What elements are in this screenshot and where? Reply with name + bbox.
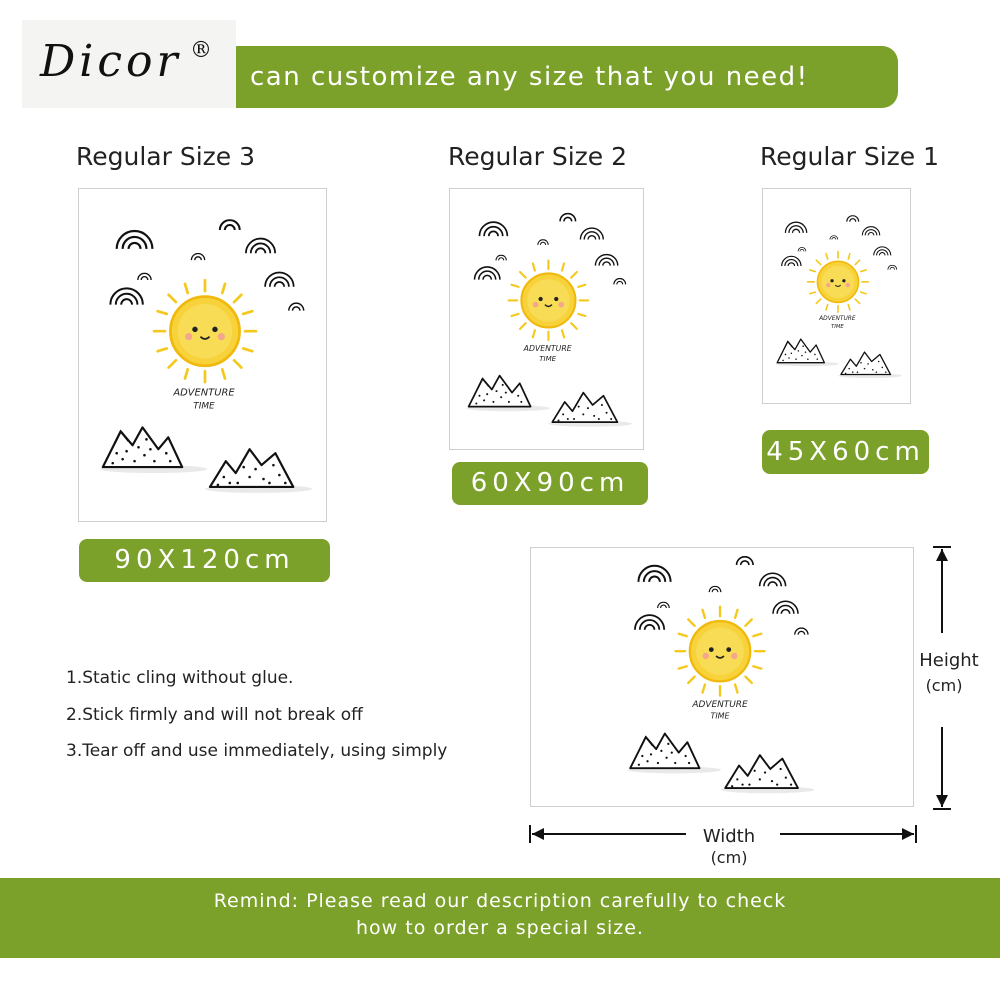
cloud-icon	[709, 586, 721, 592]
cloud-icon	[496, 255, 506, 260]
size-1-title: Regular Size 1	[760, 142, 940, 171]
cloud-icon	[785, 222, 806, 233]
mountains-icon	[205, 449, 312, 493]
size-2-title: Regular Size 2	[448, 142, 628, 171]
cloud-icon	[830, 236, 838, 240]
cloud-icon	[862, 227, 879, 236]
cloud-icon	[595, 255, 617, 266]
sun-icon	[154, 280, 256, 382]
height-unit: (cm)	[925, 676, 963, 695]
height-label: Height	[919, 650, 979, 671]
cloud-icon	[110, 288, 142, 304]
poster-size-3	[78, 188, 327, 522]
poster-artwork	[450, 189, 643, 449]
poster-artwork	[79, 189, 326, 521]
cloud-icon	[773, 601, 798, 614]
footer-remind-line1: Remind: Please read our description carefully to check	[213, 890, 787, 912]
cloud-icon	[874, 247, 891, 256]
poster-text-line1: ADVENTURE	[523, 343, 572, 353]
poster-text-line1: ADVENTURE	[173, 387, 235, 399]
feature-item: 2.Stick firmly and will not break off	[66, 705, 363, 725]
poster-text-line1: ADVENTURE	[819, 316, 856, 323]
poster-text-line2: TIME	[539, 354, 557, 363]
feature-item: 1.Static cling without glue.	[66, 668, 294, 688]
feature-item: 3.Tear off and use immediately, using simply	[66, 741, 448, 761]
poster-text-line2: TIME	[710, 711, 730, 721]
width-label: Width	[702, 826, 756, 847]
width-unit: (cm)	[710, 848, 748, 867]
cloud-icon	[479, 222, 507, 236]
poster-landscape	[530, 547, 914, 807]
cloud-icon	[538, 240, 548, 245]
brand-name: Dicor	[40, 36, 182, 87]
sun-icon	[808, 252, 869, 313]
size-1-badge: 45X60cm	[762, 430, 929, 474]
header-tagline: can customize any size that you need!	[250, 62, 809, 92]
mountains-icon	[838, 352, 902, 378]
cloud-icon	[475, 267, 500, 280]
footer-banner	[0, 878, 1000, 958]
footer-remind-line2: how to order a special size.	[356, 917, 644, 939]
poster-artwork	[763, 189, 910, 403]
cloud-icon	[795, 628, 808, 635]
poster-text-line1: ADVENTURE	[692, 699, 748, 710]
cloud-icon	[760, 573, 786, 586]
cloud-icon	[782, 256, 801, 266]
mountains-icon	[628, 734, 722, 774]
poster-text-line2: TIME	[831, 323, 844, 330]
cloud-icon	[614, 279, 626, 285]
cloud-icon	[635, 615, 664, 630]
cloud-icon	[560, 214, 576, 222]
sun-icon	[509, 261, 589, 341]
poster-text-line2: TIME	[193, 401, 215, 412]
cloud-icon	[265, 272, 294, 286]
cloud-icon	[289, 303, 304, 310]
cloud-icon	[246, 239, 275, 254]
size-3-title: Regular Size 3	[76, 142, 256, 171]
cloud-icon	[638, 566, 670, 582]
cloud-icon	[798, 247, 806, 251]
sun-icon	[676, 607, 765, 696]
mountains-icon	[100, 427, 207, 473]
cloud-icon	[737, 557, 754, 565]
registered-mark: ®	[190, 38, 212, 63]
mountains-icon	[775, 339, 839, 366]
cloud-icon	[847, 216, 859, 222]
cloud-icon	[220, 220, 240, 230]
cloud-icon	[888, 265, 897, 269]
poster-size-2	[449, 188, 644, 450]
cloud-icon	[658, 602, 670, 608]
mountains-icon	[721, 755, 815, 793]
cloud-icon	[580, 228, 603, 239]
poster-artwork	[531, 548, 913, 806]
cloud-icon	[138, 273, 151, 280]
cloud-icon	[117, 231, 153, 249]
mountains-icon	[548, 393, 632, 427]
mountains-icon	[466, 376, 550, 412]
size-3-badge: 90X120cm	[79, 539, 330, 582]
cloud-icon	[191, 253, 204, 260]
size-2-badge: 60X90cm	[452, 462, 648, 505]
poster-size-1	[762, 188, 911, 404]
